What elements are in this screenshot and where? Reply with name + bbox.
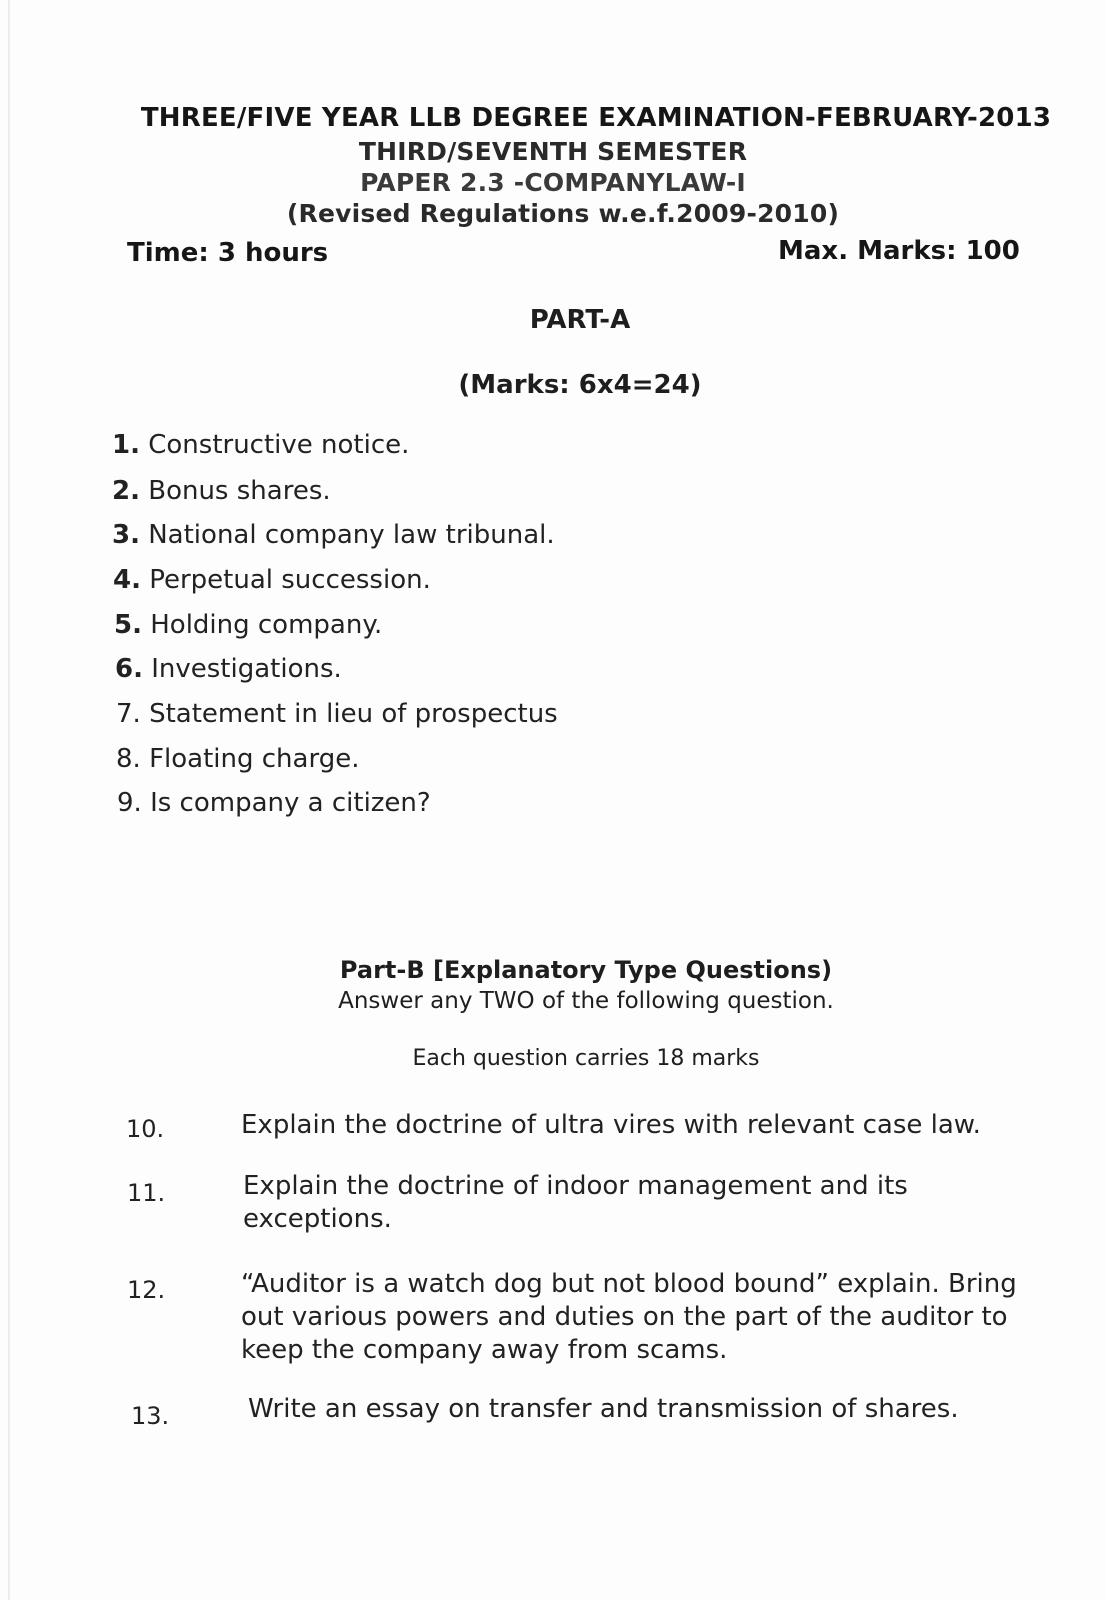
question-text: National company law tribunal. (148, 520, 555, 550)
question-text: Constructive notice. (148, 430, 410, 460)
part-b-instruction: Answer any TWO of the following question. (338, 988, 834, 1014)
question-number: 10. (126, 1115, 165, 1143)
exam-duration: Time: 3 hours (127, 238, 329, 268)
question-text: Investigations. (151, 654, 342, 684)
part-a-question (116, 744, 359, 774)
semester-heading: THIRD/SEVENTH SEMESTER (358, 137, 748, 166)
regulations-note: (Revised Regulations w.e.f.2009-2010) (286, 199, 840, 228)
part-a-question (112, 430, 409, 460)
part-a-question (114, 610, 382, 640)
part-a-title: PART-A (529, 305, 631, 335)
paper-heading: PAPER 2.3 -COMPANYLAW-I (360, 168, 746, 197)
question-number: 8. (116, 744, 141, 774)
question-text: Explain the doctrine of ultra vires with relevant case law. (241, 1110, 981, 1140)
question-text: “Auditor is a watch dog but not blood bound” explain. Bring out various powers and duties on the part of the auditor to keep the company away from scams. (241, 1269, 1017, 1365)
part-a-question (116, 699, 558, 729)
question-text: Bonus shares. (148, 476, 331, 506)
question-number: 12. (127, 1276, 166, 1304)
question-number: 4. (113, 565, 141, 595)
scan-edge-shadow (8, 0, 10, 1600)
part-a-question (112, 520, 555, 550)
question-number: 6. (115, 654, 143, 684)
question-number: 5. (114, 610, 142, 640)
question-number: 13. (131, 1402, 170, 1430)
exam-title: THREE/FIVE YEAR LLB DEGREE EXAMINATION-FEBRUARY-2013 (140, 103, 1052, 133)
question-text: Holding company. (150, 610, 383, 640)
question-text: Is company a citizen? (150, 788, 431, 818)
question-text: Explain the doctrine of indoor management and its exceptions. (243, 1171, 908, 1234)
question-text: Floating charge. (149, 744, 360, 774)
question-number: 11. (127, 1179, 166, 1207)
part-a-question (115, 654, 342, 684)
question-number: 9. (117, 788, 142, 818)
question-number: 7. (116, 699, 141, 729)
part-b-marks-note: Each question carries 18 marks (412, 1046, 760, 1071)
question-text: Write an essay on transfer and transmission of shares. (248, 1394, 959, 1424)
part-b-title: Part-B [Explanatory Type Questions) (339, 956, 833, 984)
question-number: 1. (112, 430, 140, 460)
question-number: 3. (112, 520, 140, 550)
question-text: Perpetual succession. (149, 565, 431, 595)
max-marks: Max. Marks: 100 (778, 236, 1020, 266)
question-text: Statement in lieu of prospectus (149, 699, 558, 729)
part-a-marks: (Marks: 6x4=24) (458, 370, 702, 400)
part-a-question (113, 565, 431, 595)
question-number: 2. (112, 476, 140, 506)
part-a-question (117, 788, 431, 818)
part-a-question (112, 476, 331, 506)
